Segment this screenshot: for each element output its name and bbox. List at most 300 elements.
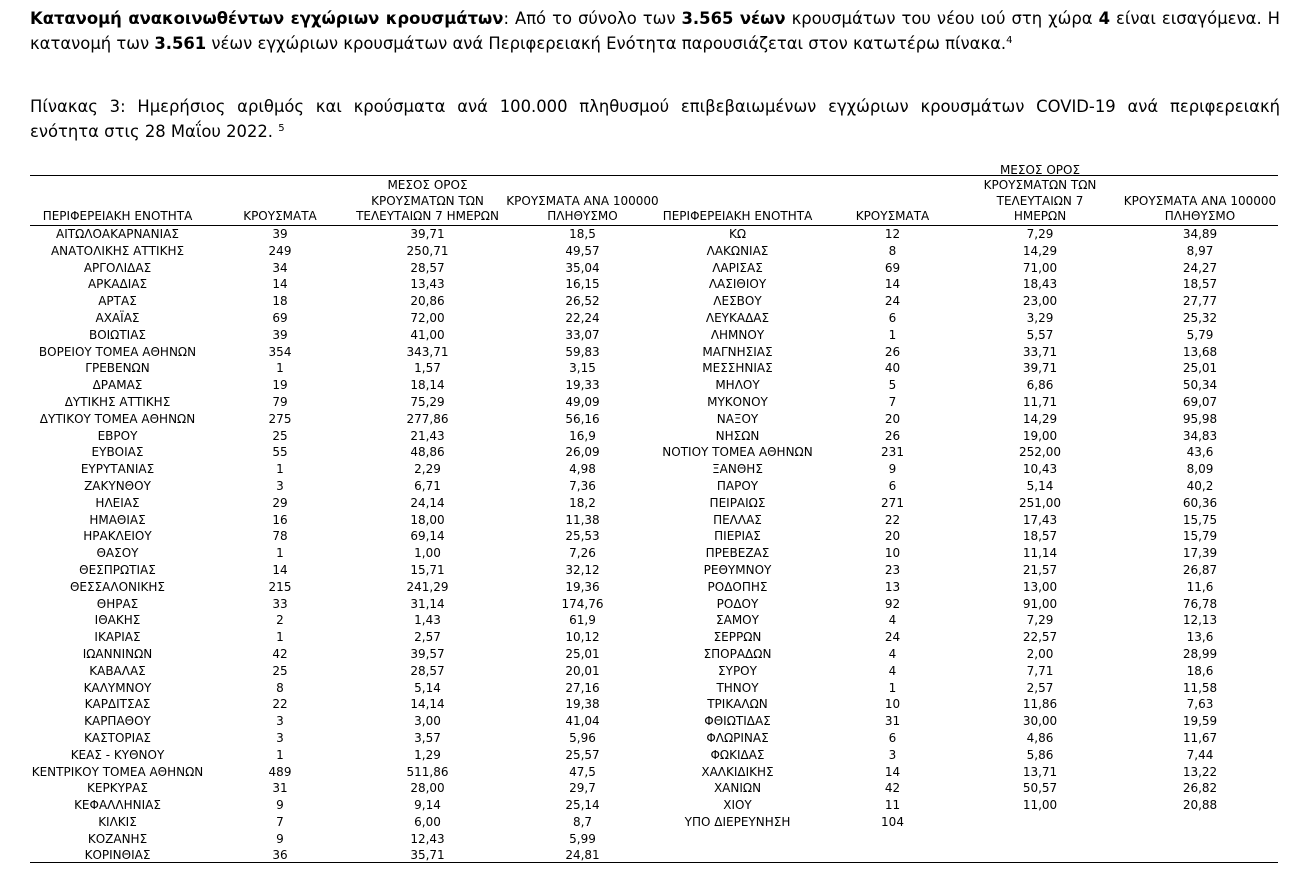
- region-name-cell: ΗΜΑΘΙΑΣ: [89, 512, 146, 527]
- seven-day-avg-cell: 3,57: [414, 730, 441, 745]
- seven-day-avg-cell: 511,86: [406, 764, 449, 779]
- seven-day-avg-cell: 7,71: [1026, 663, 1054, 678]
- region-name-cell: ΦΘΙΩΤΙΔΑΣ: [704, 714, 771, 729]
- left-region-column: [30, 226, 205, 864]
- region-name-cell: ΡΕΘΥΜΝΟΥ: [703, 562, 772, 577]
- intro-domestic-count: 3.561: [154, 33, 207, 53]
- per-100k-cell: 61,9: [569, 613, 596, 628]
- region-name-cell: ΗΡΑΚΛΕΙΟΥ: [83, 529, 152, 544]
- region-name-cell: ΚΑΡΔΙΤΣΑΣ: [84, 697, 151, 712]
- seven-day-avg-cell: 35,71: [410, 848, 445, 863]
- cases-cell: 69: [272, 310, 288, 325]
- seven-day-avg-cell: 28,57: [410, 663, 445, 678]
- seven-day-avg-cell: 28,57: [410, 260, 445, 275]
- cases-cell: 12: [884, 227, 901, 241]
- per-100k-cell: 8,7: [572, 814, 593, 829]
- seven-day-avg-cell: 6,00: [414, 814, 441, 829]
- cases-cell: 10: [884, 697, 901, 712]
- per-100k-cell: 3,15: [569, 361, 596, 376]
- intro-text: κρουσμάτων του νέου ιού στη χώρα: [785, 9, 1099, 28]
- region-name-cell: ΦΩΚΙΔΑΣ: [710, 747, 765, 762]
- header-region-left: [30, 177, 205, 225]
- seven-day-avg-cell: 72,00: [410, 310, 445, 325]
- header-text: ΜΕΣΟΣ ΟΡΟΣ: [999, 162, 1081, 177]
- seven-day-avg-cell: 3,29: [1026, 310, 1054, 325]
- intro-text: νέων εγχώριων κρουσμάτων ανά Περιφερειακή Ενότητα παρουσιάζεται στον κατωτέρω πίνακα.: [206, 33, 1007, 53]
- region-name-cell: ΝΟΤΙΟΥ ΤΟΜΕΑ ΑΘΗΝΩΝ: [662, 445, 813, 460]
- seven-day-avg-cell: 28,00: [410, 781, 445, 796]
- region-name-cell: ΣΠΟΡΑΔΩΝ: [703, 646, 772, 661]
- caption-line-1: Πίνακας 3: Ημερήσιος αριθμός και κρούσματα ανά 100.000 πληθυσμού επιβεβαιωμένων εγχώριων κρουσμάτων COVID-19 ανά περιφερειακή: [30, 97, 1280, 116]
- per-100k-cell: 18,6: [1186, 663, 1214, 678]
- cases-cell: 39: [272, 227, 288, 241]
- cases-cell: 19: [272, 378, 288, 393]
- cases-cell: 13: [884, 579, 901, 594]
- per-100k-cell: 18,2: [569, 495, 596, 510]
- region-name-cell: ΣΥΡΟΥ: [718, 663, 757, 678]
- per-100k-cell: 76,78: [1182, 596, 1218, 611]
- seven-day-avg-cell: 20,86: [410, 294, 445, 309]
- header-text: ΚΡΟΥΣΜΑΤΩΝ ΤΩΝ: [983, 178, 1097, 193]
- cases-cell: 25: [272, 428, 288, 443]
- per-100k-cell: 34,83: [1182, 428, 1218, 443]
- header-cases-left: [205, 177, 355, 225]
- seven-day-avg-cell: 2,00: [1026, 646, 1054, 661]
- cases-cell: 9: [276, 831, 284, 846]
- cases-cell: 78: [272, 529, 288, 544]
- per-100k-cell: 25,01: [1182, 361, 1218, 376]
- per-100k-cell: 25,32: [1182, 310, 1218, 325]
- seven-day-avg-cell: 2,57: [414, 630, 441, 645]
- cases-cell: 31: [272, 781, 288, 796]
- cases-cell: 8: [888, 243, 897, 258]
- seven-day-avg-cell: 6,86: [1026, 378, 1054, 393]
- region-name-cell: ΚΟΡΙΝΘΙΑΣ: [84, 848, 151, 863]
- header-text: ΤΕΛΕΥΤΑΙΩΝ 7 ΗΜΕΡΩΝ: [356, 209, 499, 224]
- per-100k-cell: 26,87: [1182, 562, 1218, 577]
- per-100k-cell: 59,83: [565, 344, 600, 359]
- seven-day-avg-cell: 39,71: [410, 227, 445, 241]
- per-100k-cell: 22,24: [565, 310, 600, 325]
- seven-day-avg-cell: 75,29: [410, 394, 445, 409]
- region-name-cell: ΚΑΛΥΜΝΟΥ: [83, 680, 152, 695]
- per-100k-cell: 29,7: [569, 781, 596, 796]
- seven-day-avg-cell: 13,71: [1022, 764, 1058, 779]
- per-100k-cell: 47,5: [569, 764, 596, 779]
- region-name-cell: ΙΚΑΡΙΑΣ: [94, 630, 141, 645]
- seven-day-avg-cell: 48,86: [410, 445, 445, 460]
- header-text: ΚΡΟΥΣΜΑΤΩΝ ΤΩΝ: [371, 193, 484, 208]
- header-text: ΤΕΛΕΥΤΑΙΩΝ 7 ΗΜΕΡΩΝ: [996, 193, 1084, 224]
- header-text: ΚΡΟΥΣΜΑΤΑ ΑΝΑ 100000: [506, 193, 659, 208]
- seven-day-avg-cell: 1,29: [414, 747, 441, 762]
- cases-cell: 1: [276, 630, 284, 645]
- cases-cell: 104: [881, 814, 904, 829]
- region-name-cell: ΠΑΡΟΥ: [716, 478, 759, 493]
- seven-day-avg-cell: 13,00: [1022, 579, 1058, 594]
- region-name-cell: ΚΩ: [728, 227, 747, 241]
- region-name-cell: ΧΑΛΚΙΔΙΚΗΣ: [701, 764, 774, 779]
- per-100k-cell: 49,09: [565, 394, 600, 409]
- cases-cell: 14: [884, 764, 901, 779]
- seven-day-avg-cell: 277,86: [406, 411, 449, 426]
- region-name-cell: ΖΑΚΥΝΘΟΥ: [84, 478, 151, 493]
- region-name-cell: ΑΙΤΩΛΟΑΚΑΡΝΑΝΙΑΣ: [56, 227, 179, 241]
- cases-cell: 4: [888, 646, 897, 661]
- cases-cell: 20: [884, 529, 901, 544]
- header-avg-left: [355, 177, 500, 225]
- region-name-cell: ΧΙΟΥ: [723, 798, 752, 813]
- per-100k-cell: 17,39: [1182, 546, 1218, 561]
- intro-total-cases: 3.565 νέων: [681, 9, 786, 28]
- seven-day-avg-cell: 4,86: [1026, 730, 1054, 745]
- region-name-cell: ΚΑΣΤΟΡΙΑΣ: [83, 730, 151, 745]
- cases-cell: 24: [884, 630, 901, 645]
- cases-cell: 42: [884, 781, 901, 796]
- seven-day-avg-cell: 24,14: [410, 495, 445, 510]
- per-100k-cell: 174,76: [561, 596, 604, 611]
- per-100k-cell: 56,16: [565, 411, 600, 426]
- region-name-cell: ΓΡΕΒΕΝΩΝ: [85, 361, 150, 376]
- per-100k-cell: 26,52: [565, 294, 600, 309]
- header-per100k-right: [1115, 177, 1285, 225]
- cases-cell: 26: [884, 428, 901, 443]
- cases-cell: 3: [888, 747, 897, 762]
- cases-cell: 3: [276, 730, 284, 745]
- seven-day-avg-cell: [970, 814, 1110, 831]
- intro-text: είναι εισαγόμενα. Η: [1109, 9, 1280, 28]
- seven-day-avg-cell: 11,86: [1022, 697, 1058, 712]
- left-cases-column: [205, 226, 355, 864]
- per-100k-cell: 26,09: [565, 445, 600, 460]
- cases-cell: 1: [276, 462, 284, 477]
- seven-day-avg-cell: 1,57: [414, 361, 441, 376]
- intro-paragraph: [30, 7, 1280, 56]
- seven-day-avg-cell: 39,57: [410, 646, 445, 661]
- cases-cell: 1: [888, 680, 897, 695]
- cases-cell: 14: [272, 562, 288, 577]
- seven-day-avg-cell: 41,00: [410, 327, 445, 342]
- cases-cell: 11: [884, 798, 901, 813]
- cases-cell: 39: [272, 327, 288, 342]
- seven-day-avg-cell: 33,71: [1022, 344, 1058, 359]
- cases-cell: 215: [268, 579, 292, 594]
- intro-imported-count: 4: [1098, 9, 1110, 28]
- per-100k-cell: 69,07: [1182, 394, 1218, 409]
- cases-cell: 3: [276, 714, 284, 729]
- per-100k-cell: 24,81: [565, 848, 600, 863]
- caption-text: ενότητα στις 28 Μαΐου 2022.: [30, 121, 274, 141]
- region-name-cell: ΑΡΤΑΣ: [98, 294, 137, 309]
- region-name-cell: ΜΑΓΝΗΣΙΑΣ: [702, 344, 773, 359]
- cases-cell: 69: [884, 260, 901, 275]
- region-name-cell: ΗΛΕΙΑΣ: [95, 495, 140, 510]
- region-name-cell: ΚΙΛΚΙΣ: [98, 814, 137, 829]
- cases-cell: 79: [272, 394, 288, 409]
- per-100k-cell: 11,58: [1182, 680, 1218, 695]
- region-name-cell: ΛΑΚΩΝΙΑΣ: [706, 243, 769, 258]
- cases-cell: 9: [276, 798, 284, 813]
- region-name-cell: ΒΟΙΩΤΙΑΣ: [88, 327, 147, 342]
- per-100k-cell: 11,67: [1182, 730, 1218, 745]
- seven-day-avg-cell: 3,00: [414, 714, 441, 729]
- seven-day-avg-cell: 23,00: [1022, 294, 1058, 309]
- region-name-cell: ΣΕΡΡΩΝ: [713, 630, 762, 645]
- seven-day-avg-cell: 31,14: [410, 596, 445, 611]
- per-100k-cell: 15,75: [1182, 512, 1218, 527]
- seven-day-avg-cell: 21,43: [410, 428, 445, 443]
- region-name-cell: ΚΑΡΠΑΘΟΥ: [84, 714, 151, 729]
- region-name-cell: ΕΥΒΟΙΑΣ: [91, 445, 144, 460]
- footnote-4: 4: [1006, 34, 1013, 46]
- per-100k-cell: 43,6: [1186, 445, 1214, 460]
- seven-day-avg-cell: 5,14: [414, 680, 441, 695]
- right-avg-column: [970, 226, 1110, 831]
- seven-day-avg-cell: 9,14: [414, 798, 441, 813]
- cases-cell: 36: [272, 848, 288, 863]
- region-name-cell: ΦΛΩΡΙΝΑΣ: [706, 730, 769, 745]
- seven-day-avg-cell: 14,29: [1022, 243, 1058, 258]
- region-name-cell: ΥΠΟ ΔΙΕΡΕΥΝΗΣΗ: [684, 814, 791, 829]
- header-text: ΚΡΟΥΣΜΑΤΑ: [855, 209, 930, 224]
- seven-day-avg-cell: 21,57: [1022, 562, 1058, 577]
- cases-cell: 24: [884, 294, 901, 309]
- intro-line-2: [30, 32, 1280, 57]
- region-name-cell: ΘΕΣΠΡΩΤΙΑΣ: [79, 562, 156, 577]
- region-name-cell: ΚΕΡΚΥΡΑΣ: [87, 781, 148, 796]
- per-100k-cell: 7,36: [569, 478, 596, 493]
- per-100k-cell: 95,98: [1182, 411, 1218, 426]
- region-name-cell: ΛΑΡΙΣΑΣ: [712, 260, 763, 275]
- seven-day-avg-cell: 2,29: [414, 462, 441, 477]
- per-100k-cell: 20,01: [565, 663, 600, 678]
- header-text: ΠΕΡΙΦΕΡΕΙΑΚΗ ΕΝΟΤΗΤΑ: [42, 209, 193, 224]
- per-100k-cell: 19,38: [565, 697, 600, 712]
- seven-day-avg-cell: 2,57: [1026, 680, 1054, 695]
- seven-day-avg-cell: 71,00: [1022, 260, 1058, 275]
- seven-day-avg-cell: 18,57: [1022, 529, 1058, 544]
- region-name-cell: ΜΗΛΟΥ: [715, 378, 760, 393]
- region-name-cell: ΒΟΡΕΙΟΥ ΤΟΜΕΑ ΑΘΗΝΩΝ: [38, 344, 197, 359]
- right-per100k-column: [1115, 226, 1285, 831]
- cases-cell: 249: [268, 243, 292, 258]
- cases-cell: 16: [272, 512, 288, 527]
- per-100k-cell: 5,79: [1186, 327, 1214, 342]
- seven-day-avg-cell: 14,14: [410, 697, 445, 712]
- cases-cell: 40: [884, 361, 901, 376]
- cases-cell: 5: [888, 378, 897, 393]
- per-100k-cell: 8,09: [1186, 462, 1214, 477]
- cases-cell: 7: [888, 394, 897, 409]
- seven-day-avg-cell: 13,43: [410, 277, 445, 292]
- cases-cell: 29: [272, 495, 288, 510]
- per-100k-cell: 5,99: [569, 831, 596, 846]
- seven-day-avg-cell: 5,57: [1026, 327, 1054, 342]
- per-100k-cell: 16,9: [569, 428, 596, 443]
- cases-cell: 31: [884, 714, 901, 729]
- per-100k-cell: 49,57: [565, 243, 600, 258]
- intro-heading: Κατανομή ανακοινωθέντων εγχώριων κρουσμάτων: [30, 9, 504, 28]
- seven-day-avg-cell: 7,29: [1026, 613, 1054, 628]
- region-name-cell: ΣΑΜΟΥ: [716, 613, 759, 628]
- per-100k-cell: 20,88: [1182, 798, 1218, 813]
- left-per100k-column: [500, 226, 665, 864]
- cases-cell: 33: [272, 596, 288, 611]
- cases-cell: 42: [272, 646, 288, 661]
- cases-cell: 1: [888, 327, 897, 342]
- seven-day-avg-cell: 22,57: [1022, 630, 1058, 645]
- seven-day-avg-cell: 252,00: [1019, 445, 1061, 460]
- per-100k-cell: 32,12: [565, 562, 600, 577]
- region-name-cell: ΑΝΑΤΟΛΙΚΗΣ ΑΤΤΙΚΗΣ: [50, 243, 185, 258]
- cases-cell: 275: [268, 411, 292, 426]
- seven-day-avg-cell: 50,57: [1022, 781, 1058, 796]
- region-name-cell: ΕΥΡΥΤΑΝΙΑΣ: [80, 462, 155, 477]
- seven-day-avg-cell: 39,71: [1022, 361, 1058, 376]
- seven-day-avg-cell: 1,00: [414, 546, 441, 561]
- seven-day-avg-cell: 1,43: [414, 613, 441, 628]
- region-name-cell: ΑΧΑΪΑΣ: [95, 310, 140, 325]
- intro-text: κατανομή των: [30, 33, 155, 53]
- cases-cell: 26: [884, 344, 901, 359]
- cases-cell: 6: [888, 310, 897, 325]
- cases-cell: 4: [888, 663, 897, 678]
- region-name-cell: ΛΕΣΒΟΥ: [713, 294, 762, 309]
- cases-cell: 231: [881, 445, 904, 460]
- cases-cell: 354: [268, 344, 292, 359]
- right-region-column: [660, 226, 815, 831]
- per-100k-cell: 25,53: [565, 529, 600, 544]
- cases-cell: 14: [884, 277, 901, 292]
- seven-day-avg-cell: 14,29: [1022, 411, 1058, 426]
- seven-day-avg-cell: 18,14: [410, 378, 445, 393]
- cases-cell: 23: [884, 562, 901, 577]
- seven-day-avg-cell: 15,71: [410, 562, 445, 577]
- region-name-cell: ΙΩΑΝΝΙΝΩΝ: [82, 646, 153, 661]
- header-text: ΠΛΗΘΥΣΜΟ: [547, 209, 618, 224]
- cases-cell: 9: [888, 462, 897, 477]
- per-100k-cell: 12,13: [1182, 613, 1218, 628]
- per-100k-cell: 13,68: [1182, 344, 1218, 359]
- per-100k-cell: [1115, 814, 1285, 831]
- seven-day-avg-cell: 17,43: [1022, 512, 1058, 527]
- region-name-cell: ΤΡΙΚΑΛΩΝ: [707, 697, 768, 712]
- seven-day-avg-cell: 11,71: [1022, 394, 1058, 409]
- region-name-cell: ΝΗΣΩΝ: [715, 428, 760, 443]
- cases-cell: 4: [888, 613, 897, 628]
- per-100k-cell: 60,36: [1182, 495, 1218, 510]
- right-cases-column: [830, 226, 955, 831]
- per-100k-cell: 10,12: [565, 630, 600, 645]
- header-avg-right: [970, 162, 1110, 225]
- per-100k-cell: 8,97: [1186, 243, 1214, 258]
- cases-cell: 20: [884, 411, 901, 426]
- region-name-cell: ΔΡΑΜΑΣ: [92, 378, 143, 393]
- region-name-cell: ΚΑΒΑΛΑΣ: [89, 663, 146, 678]
- cases-cell: 34: [272, 260, 288, 275]
- per-100k-cell: 18,5: [569, 227, 596, 241]
- region-name-cell: ΑΡΓΟΛΙΔΑΣ: [83, 260, 152, 275]
- per-100k-cell: 25,57: [565, 747, 600, 762]
- cases-cell: 14: [272, 277, 288, 292]
- per-100k-cell: 7,44: [1186, 747, 1214, 762]
- per-100k-cell: 16,15: [565, 277, 600, 292]
- cases-cell: 3: [276, 478, 284, 493]
- per-100k-cell: 18,57: [1182, 277, 1218, 292]
- per-100k-cell: 25,14: [565, 798, 600, 813]
- region-name-cell: ΠΙΕΡΙΑΣ: [714, 529, 761, 544]
- region-name-cell: ΠΕΛΛΑΣ: [713, 512, 762, 527]
- per-100k-cell: 50,34: [1182, 378, 1218, 393]
- per-100k-cell: 24,27: [1182, 260, 1218, 275]
- cases-cell: 8: [276, 680, 284, 695]
- per-100k-cell: 7,63: [1186, 697, 1214, 712]
- per-100k-cell: 27,77: [1182, 294, 1218, 309]
- header-text: ΜΕΣΟΣ ΟΡΟΣ: [387, 178, 468, 193]
- seven-day-avg-cell: 18,43: [1022, 277, 1058, 292]
- per-100k-cell: 19,36: [565, 579, 600, 594]
- seven-day-avg-cell: 10,43: [1022, 462, 1058, 477]
- per-100k-cell: 13,22: [1182, 764, 1218, 779]
- per-100k-cell: 11,6: [1186, 579, 1214, 594]
- seven-day-avg-cell: 6,71: [414, 478, 441, 493]
- header-cases-right: [830, 177, 955, 225]
- region-name-cell: ΚΕΑΣ - ΚΥΘΝΟΥ: [70, 747, 165, 762]
- per-100k-cell: 41,04: [565, 714, 600, 729]
- seven-day-avg-cell: 241,29: [406, 579, 449, 594]
- cases-cell: 489: [268, 764, 292, 779]
- cases-cell: 55: [272, 445, 288, 460]
- region-name-cell: ΛΑΣΙΘΙΟΥ: [708, 277, 767, 292]
- header-text: ΠΕΡΙΦΕΡΕΙΑΚΗ ΕΝΟΤΗΤΑ: [662, 209, 813, 224]
- cases-cell: 92: [884, 596, 901, 611]
- cases-cell: 7: [276, 814, 284, 829]
- region-name-cell: ΑΡΚΑΔΙΑΣ: [87, 277, 148, 292]
- cases-cell: 18: [272, 294, 288, 309]
- per-100k-cell: 5,96: [569, 730, 596, 745]
- region-name-cell: ΜΥΚΟΝΟΥ: [707, 394, 768, 409]
- caption-line-2: [30, 120, 1280, 145]
- region-name-cell: ΛΕΥΚΑΔΑΣ: [705, 310, 770, 325]
- region-name-cell: ΡΟΔΟΥ: [716, 596, 759, 611]
- per-100k-cell: 15,79: [1182, 529, 1218, 544]
- region-name-cell: ΕΒΡΟΥ: [97, 428, 138, 443]
- region-name-cell: ΠΡΕΒΕΖΑΣ: [705, 546, 770, 561]
- table-caption: [30, 95, 1280, 144]
- left-avg-column: [355, 226, 500, 864]
- region-name-cell: ΘΗΡΑΣ: [96, 596, 139, 611]
- per-100k-cell: 33,07: [565, 327, 600, 342]
- cases-cell: 10: [884, 546, 901, 561]
- per-100k-cell: 7,26: [569, 546, 596, 561]
- region-name-cell: ΝΑΞΟΥ: [716, 411, 759, 426]
- seven-day-avg-cell: 19,00: [1022, 428, 1058, 443]
- seven-day-avg-cell: 343,71: [406, 344, 449, 359]
- per-100k-cell: 28,99: [1182, 646, 1218, 661]
- seven-day-avg-cell: 91,00: [1022, 596, 1058, 611]
- cases-cell: 6: [888, 730, 897, 745]
- region-name-cell: ΠΕΙΡΑΙΩΣ: [709, 495, 766, 510]
- per-100k-cell: 13,6: [1186, 630, 1214, 645]
- seven-day-avg-cell: 251,00: [1019, 495, 1061, 510]
- cases-cell: 22: [272, 697, 288, 712]
- cases-cell: 271: [881, 495, 904, 510]
- region-name-cell: ΚΟΖΑΝΗΣ: [87, 831, 148, 846]
- region-name-cell: ΧΑΝΙΩΝ: [713, 781, 762, 796]
- cases-cell: 6: [888, 478, 897, 493]
- seven-day-avg-cell: 5,14: [1026, 478, 1054, 493]
- per-100k-cell: 35,04: [565, 260, 600, 275]
